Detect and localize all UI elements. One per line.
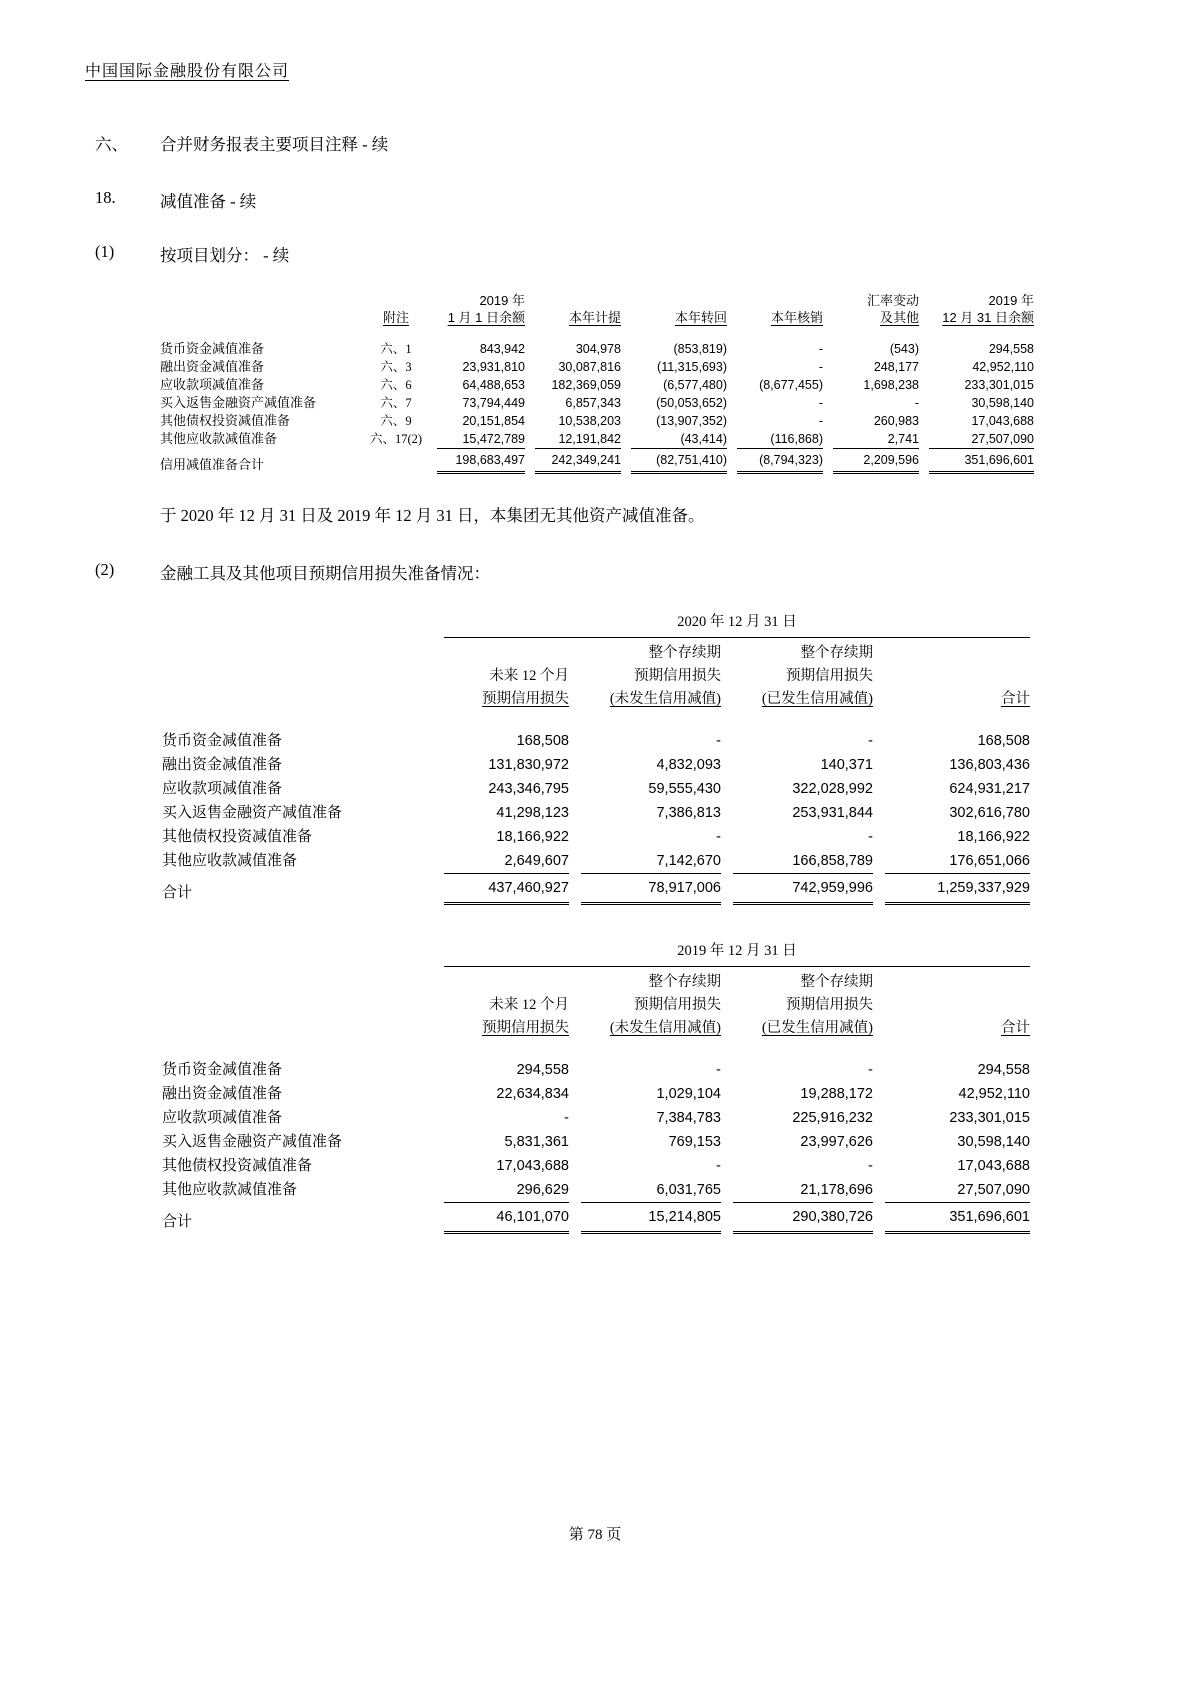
- cell-value: 六、7: [380, 396, 412, 410]
- ecl-2019-header-label: [162, 967, 432, 1042]
- ecl-2019-header-lifetime-credit: 整个存续期 预期信用损失 (已发生信用减值): [761, 974, 873, 1036]
- ecl-2019-period-spacer: [162, 939, 432, 967]
- row-label: 其他应收款减值准备: [162, 853, 298, 869]
- ecl-2020-header-12m: 未来 12 个月 预期信用损失: [482, 668, 569, 707]
- cell-value: 5,831,361: [504, 1134, 569, 1150]
- row-label: 货币资金减值准备: [162, 1062, 283, 1078]
- cell-value: 260,983: [873, 414, 919, 428]
- subsection-1-title: 按项目划分： - 续: [160, 246, 290, 265]
- table1-header-opening: 2019 年 1 月 1 日余额: [447, 293, 525, 325]
- cell-value: 769,153: [668, 1134, 721, 1150]
- cell-value: 20,151,854: [462, 414, 525, 428]
- row-label: 买入返售金融资产减值准备: [162, 805, 343, 821]
- cell-value: 4,832,093: [656, 757, 721, 773]
- cell-value: 294,558: [516, 1062, 569, 1078]
- cell-value: 78,917,006: [581, 873, 721, 905]
- section-18-heading: [95, 188, 1190, 212]
- row-label: 应收款项减值准备: [162, 1110, 283, 1126]
- cell-value: -: [818, 360, 823, 374]
- cell-value: 294,558: [988, 342, 1034, 356]
- table-row: [162, 753, 1030, 777]
- cell-value: 1,698,238: [863, 378, 919, 392]
- table-row: [162, 777, 1030, 801]
- cell-value: 17,043,688: [971, 414, 1034, 428]
- cell-value: 168,508: [516, 733, 569, 749]
- ecl-2020-header-lifetime-noncredit: 整个存续期 预期信用损失 (未发生信用减值): [609, 645, 721, 707]
- company-name: 中国国际金融股份有限公司: [85, 63, 290, 80]
- cell-value: 302,616,780: [949, 805, 1030, 821]
- cell-value: (853,819): [673, 342, 727, 356]
- cell-value: 225,916,232: [792, 1110, 873, 1126]
- cell-value: 7,386,813: [656, 805, 721, 821]
- cell-value: 843,942: [479, 342, 525, 356]
- cell-value: 73,794,449: [462, 396, 525, 410]
- cell-value: (13,907,352): [656, 414, 727, 428]
- table-row: [160, 358, 1034, 376]
- cell-value: 15,472,789: [462, 432, 525, 446]
- row-label: 其他债权投资减值准备: [162, 829, 313, 845]
- cell-value: (543): [889, 342, 919, 356]
- ecl-2020-period-row: [162, 610, 1030, 638]
- table-row: [162, 1154, 1030, 1178]
- table1-header-writeoff: 本年核销: [770, 310, 823, 325]
- cell-value: 15,214,805: [581, 1202, 721, 1234]
- cell-value: 233,301,015: [949, 1110, 1030, 1126]
- cell-value: 59,555,430: [648, 781, 721, 797]
- cell-value: (82,751,410): [631, 448, 727, 474]
- cell-value: -: [868, 1062, 873, 1078]
- cell-value: 23,997,626: [800, 1134, 873, 1150]
- subsection-2-number: (2): [95, 560, 115, 579]
- cell-value: 17,043,688: [957, 1158, 1030, 1174]
- row-label: 其他债权投资减值准备: [160, 413, 291, 428]
- ecl-2019-header-row: [162, 967, 1030, 1042]
- table-row: [160, 328, 1034, 358]
- row-label: 应收款项减值准备: [162, 781, 283, 797]
- cell-value: 242,349,241: [535, 448, 621, 474]
- row-label: 融出资金减值准备: [162, 1086, 283, 1102]
- ecl-2019-header-12m: 未来 12 个月 预期信用损失: [482, 997, 569, 1036]
- cell-value: 10,538,203: [558, 414, 621, 428]
- subsection-1-heading: [95, 242, 1190, 266]
- table-row: [160, 376, 1034, 394]
- cell-value: 六、17(2): [369, 432, 423, 446]
- cell-value: 42,952,110: [972, 360, 1034, 374]
- row-label: 合计: [162, 885, 193, 901]
- row-label: 应收款项减值准备: [160, 377, 265, 392]
- cell-value: 176,651,066: [949, 853, 1030, 869]
- table-row: [162, 849, 1030, 873]
- cell-value: 18,166,922: [496, 829, 569, 845]
- cell-value: 198,683,497: [437, 448, 525, 474]
- ecl-2019-period-title: 2019 年 12 月 31 日: [444, 939, 1030, 967]
- cell-value: 17,043,688: [496, 1158, 569, 1174]
- cell-value: -: [868, 829, 873, 845]
- cell-value: 46,101,070: [444, 1202, 569, 1234]
- section-18-number: 18.: [95, 188, 116, 207]
- cell-value: 294,558: [977, 1062, 1030, 1078]
- table1-header-closing: 2019 年 12 月 31 日余额: [942, 293, 1034, 325]
- table-row: [162, 825, 1030, 849]
- subsection-2-heading: [95, 560, 1190, 584]
- cell-value: 253,931,844: [792, 805, 873, 821]
- cell-value: 18,166,922: [957, 829, 1030, 845]
- cell-value: 7,142,670: [656, 853, 721, 869]
- cell-value: 248,177: [873, 360, 919, 374]
- total-row: [160, 448, 1034, 474]
- row-label: 融出资金减值准备: [162, 757, 283, 773]
- cell-value: 30,087,816: [558, 360, 621, 374]
- row-label: 货币资金减值准备: [162, 733, 283, 749]
- cell-value: -: [818, 396, 823, 410]
- table1-header-charge: 本年计提: [568, 310, 621, 325]
- section-6-title: 合并财务报表主要项目注释 - 续: [160, 135, 389, 154]
- cell-value: -: [914, 396, 919, 410]
- cell-value: 233,301,015: [964, 378, 1034, 392]
- cell-value: 19,288,172: [800, 1086, 873, 1102]
- section-6-number: 六、: [95, 135, 128, 154]
- cell-value: 437,460,927: [444, 873, 569, 905]
- cell-value: 六、6: [380, 378, 412, 392]
- cell-value: 22,634,834: [496, 1086, 569, 1102]
- cell-value: 2,741: [887, 432, 919, 446]
- table-row: [162, 1082, 1030, 1106]
- cell-value: 166,858,789: [792, 853, 873, 869]
- table-row: [160, 430, 1034, 448]
- cell-value: 41,298,123: [496, 805, 569, 821]
- cell-value: 2,209,596: [833, 448, 919, 474]
- ecl-2019-period-row: [162, 939, 1030, 967]
- ecl-table-2020: [150, 610, 1042, 905]
- row-label: 信用减值准备合计: [160, 457, 265, 472]
- table1-header-reversal: 本年转回: [674, 310, 727, 325]
- cell-value: -: [818, 342, 823, 356]
- cell-value: (8,794,323): [737, 448, 823, 474]
- page-number: 第 78 页: [568, 1527, 622, 1543]
- cell-value: 23,931,810: [462, 360, 525, 374]
- cell-value: (11,315,693): [657, 360, 727, 374]
- table1-header-fx: 汇率变动 及其他: [866, 293, 919, 325]
- table-row: [162, 1130, 1030, 1154]
- table-row: [162, 1178, 1030, 1202]
- ecl-2020-header-label: [162, 638, 432, 713]
- cell-value: -: [868, 1158, 873, 1174]
- cell-value: 64,488,653: [462, 378, 525, 392]
- row-label: 融出资金减值准备: [160, 359, 265, 374]
- cell-value: 742,959,996: [733, 873, 873, 905]
- cell-value: -: [716, 733, 721, 749]
- cell-value: 27,507,090: [957, 1182, 1030, 1198]
- cell-value: 140,371: [820, 757, 873, 773]
- cell-value: 296,629: [516, 1182, 569, 1198]
- cell-value: -: [818, 414, 823, 428]
- impairment-by-item-table: [150, 292, 1044, 474]
- ecl-table-2019: [150, 939, 1042, 1234]
- cell-value: 1,029,104: [656, 1086, 721, 1102]
- subsection-2-title: 金融工具及其他项目预期信用损失准备情况：: [160, 564, 490, 583]
- cell-value: 182,369,059: [551, 378, 621, 392]
- total-row: [162, 1202, 1030, 1234]
- cell-value: -: [868, 733, 873, 749]
- row-label: 货币资金减值准备: [160, 341, 265, 356]
- table1-header-row: [160, 292, 1034, 328]
- table-row: [160, 394, 1034, 412]
- cell-value: 六、9: [380, 414, 412, 428]
- row-label: 买入返售金融资产减值准备: [162, 1134, 343, 1150]
- cell-value: (116,868): [770, 432, 823, 446]
- cell-value: 21,178,696: [800, 1182, 873, 1198]
- ecl-2020-header-total: 合计: [1001, 691, 1030, 707]
- cell-value: 168,508: [977, 733, 1030, 749]
- cell-value: -: [716, 1062, 721, 1078]
- section-18-title: 减值准备 - 续: [160, 192, 257, 211]
- table1-header-label: [160, 292, 355, 328]
- total-row: [162, 873, 1030, 905]
- ecl-2019-header-lifetime-noncredit: 整个存续期 预期信用损失 (未发生信用减值): [609, 974, 721, 1036]
- row-label: 合计: [162, 1214, 193, 1230]
- cell-value: -: [716, 1158, 721, 1174]
- row-label: 买入返售金融资产减值准备: [160, 395, 317, 410]
- table-row: [162, 1042, 1030, 1082]
- cell-value: 30,598,140: [957, 1134, 1030, 1150]
- table-row: [160, 412, 1034, 430]
- ecl-2020-header-row: [162, 638, 1030, 713]
- row-label: 其他应收款减值准备: [162, 1182, 298, 1198]
- cell-value: (8,677,455): [759, 378, 823, 392]
- cell-value: 351,696,601: [929, 448, 1034, 474]
- section-6-heading: [95, 131, 1190, 155]
- table1-header-note: 附注: [382, 310, 409, 325]
- subsection-1-number: (1): [95, 242, 115, 261]
- cell-value: 351,696,601: [885, 1202, 1030, 1234]
- cell-value: 243,346,795: [488, 781, 569, 797]
- cell-value: 六、1: [380, 342, 412, 356]
- cell-value: 六、3: [380, 360, 412, 374]
- ecl-2020-header-lifetime-credit: 整个存续期 预期信用损失 (已发生信用减值): [761, 645, 873, 707]
- cell-value: 624,931,217: [949, 781, 1030, 797]
- row-label: 其他应收款减值准备: [160, 431, 278, 446]
- no-other-impairment-note: 于 2020 年 12 月 31 日及 2019 年 12 月 31 日，本集团无其他资产减值准备。: [160, 506, 705, 525]
- cell-value: 304,978: [575, 342, 621, 356]
- cell-value: [365, 448, 427, 474]
- ecl-2020-period-spacer: [162, 610, 432, 638]
- cell-value: 12,191,842: [558, 432, 621, 446]
- cell-value: 131,830,972: [488, 757, 569, 773]
- cell-value: 27,507,090: [971, 432, 1034, 446]
- cell-value: 136,803,436: [949, 757, 1030, 773]
- cell-value: 42,952,110: [958, 1086, 1030, 1102]
- row-label: 其他债权投资减值准备: [162, 1158, 313, 1174]
- table-row: [162, 713, 1030, 753]
- cell-value: 290,380,726: [733, 1202, 873, 1234]
- table-row: [162, 1106, 1030, 1130]
- cell-value: -: [564, 1110, 569, 1126]
- cell-value: 1,259,337,929: [885, 873, 1030, 905]
- table-row: [162, 801, 1030, 825]
- cell-value: 322,028,992: [792, 781, 873, 797]
- cell-value: (6,577,480): [663, 378, 727, 392]
- cell-value: 30,598,140: [971, 396, 1034, 410]
- cell-value: (43,414): [680, 432, 727, 446]
- ecl-2019-header-total: 合计: [1001, 1020, 1030, 1036]
- cell-value: -: [716, 829, 721, 845]
- cell-value: (50,053,652): [656, 396, 727, 410]
- cell-value: 6,031,765: [656, 1182, 721, 1198]
- cell-value: 7,384,783: [656, 1110, 721, 1126]
- ecl-2020-period-title: 2020 年 12 月 31 日: [444, 610, 1030, 638]
- cell-value: 6,857,343: [565, 396, 621, 410]
- cell-value: 2,649,607: [504, 853, 569, 869]
